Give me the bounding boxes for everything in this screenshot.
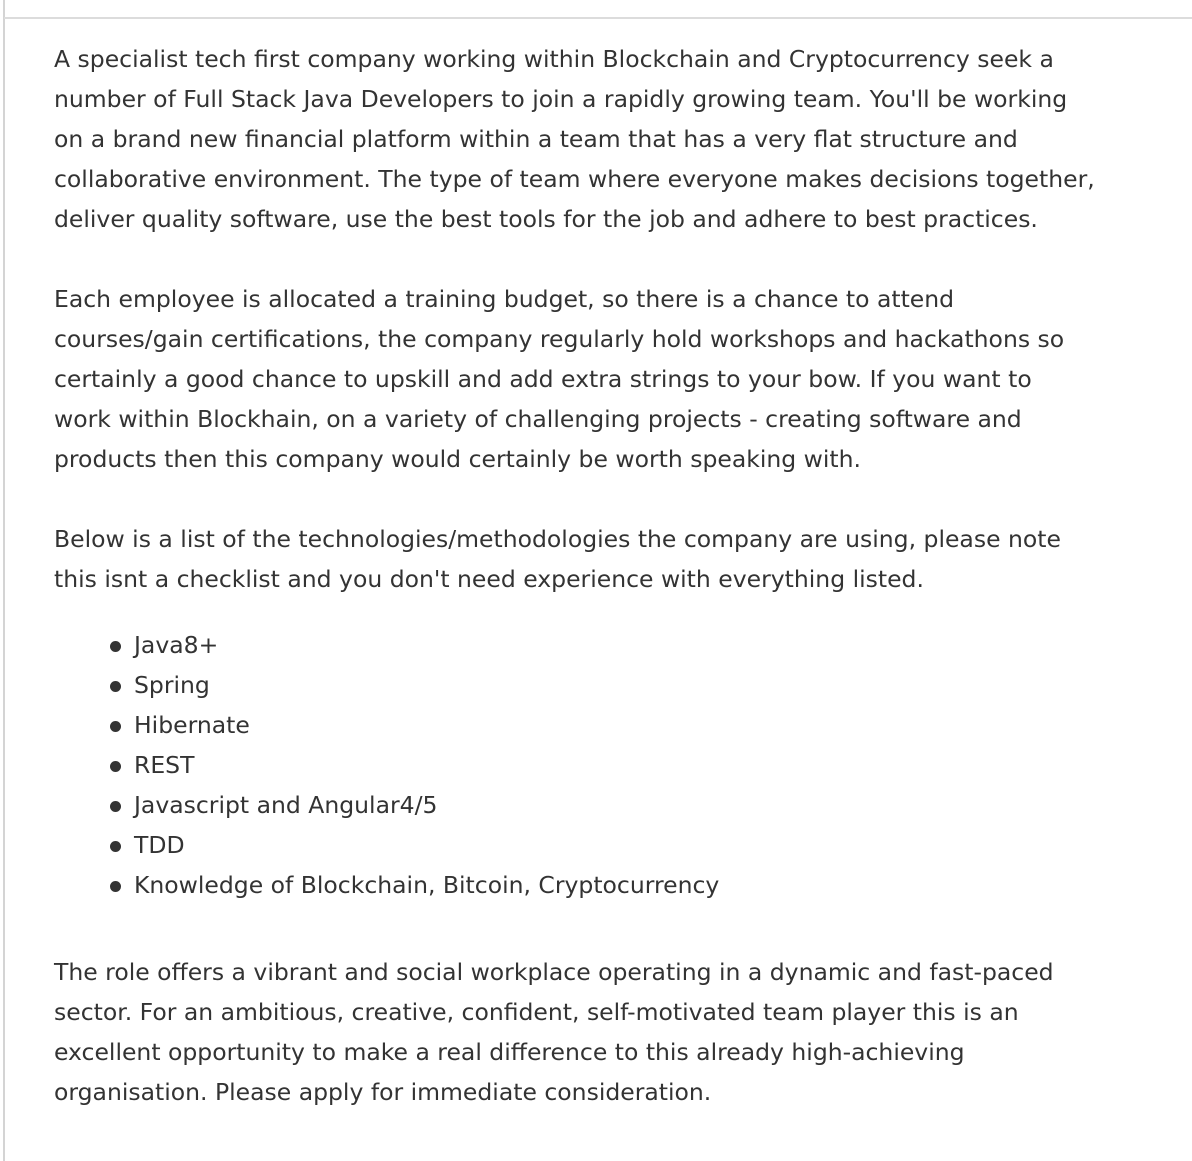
text-line: Below is a list of the technologies/methodologies the company are using, please note (54, 525, 1061, 553)
text-line: sector. For an ambitious, creative, confident, self-motivated team player this is an (54, 998, 1019, 1026)
panel-top-border (4, 17, 1192, 19)
list-item: Spring (54, 665, 1184, 705)
text-line: Each employee is allocated a training budget, so there is a chance to attend (54, 285, 955, 313)
text-line: products then this company would certainly be worth speaking with. (54, 445, 861, 473)
paragraph-training (54, 279, 1184, 479)
technology-list (54, 625, 1184, 905)
text-line: certainly a good chance to upskill and add extra strings to your bow. If you want to (54, 365, 1032, 393)
paragraph-closing (54, 952, 1184, 1112)
paragraph-technologies (54, 519, 1184, 599)
panel-left-border (3, 0, 5, 1161)
text-line: work within Blockhain, on a variety of challenging projects - creating software and (54, 405, 1022, 433)
list-item: TDD (54, 825, 1184, 865)
text-line: this isnt a checklist and you don't need experience with everything listed. (54, 565, 924, 593)
text-line: courses/gain certifications, the company regularly hold workshops and hackathons so (54, 325, 1065, 353)
text-line: deliver quality software, use the best tools for the job and adhere to best practices. (54, 205, 1038, 233)
list-item: Knowledge of Blockchain, Bitcoin, Cryptocurrency (54, 865, 1184, 905)
text-line: A specialist tech first company working within Blockchain and Cryptocurrency seek a (54, 45, 1054, 73)
list-item: Javascript and Angular4/5 (54, 785, 1184, 825)
text-line: collaborative environment. The type of team where everyone makes decisions together, (54, 165, 1095, 193)
list-item: Java8+ (54, 625, 1184, 665)
text-line: on a brand new financial platform within a team that has a very flat structure and (54, 125, 1018, 153)
job-description (54, 39, 1184, 1112)
list-item: Hibernate (54, 705, 1184, 745)
list-item: REST (54, 745, 1184, 785)
paragraph-intro (54, 39, 1184, 239)
text-line: The role offers a vibrant and social workplace operating in a dynamic and fast-paced (54, 958, 1054, 986)
text-line: excellent opportunity to make a real difference to this already high-achieving (54, 1038, 965, 1066)
text-line: organisation. Please apply for immediate consideration. (54, 1078, 712, 1106)
text-line: number of Full Stack Java Developers to join a rapidly growing team. You'll be working (54, 85, 1068, 113)
